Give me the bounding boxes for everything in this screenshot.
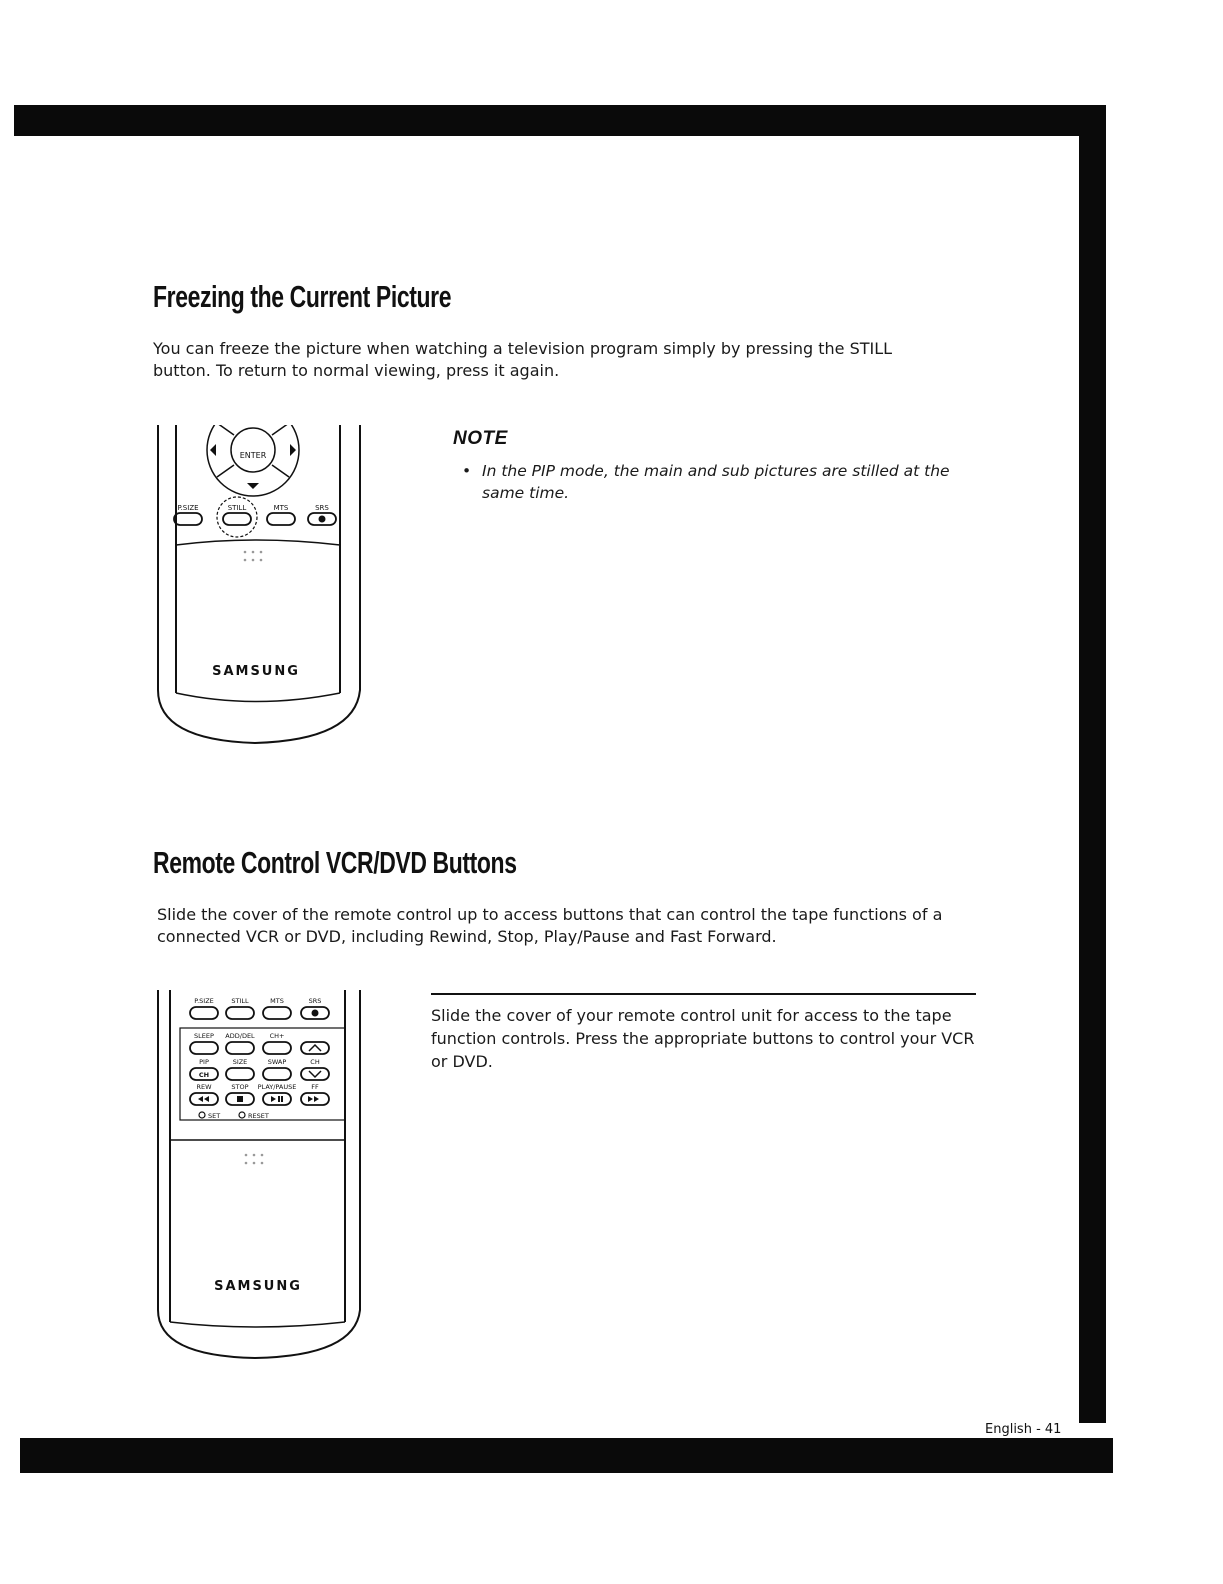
still-button [223, 513, 251, 525]
vcr-dvd-description: Slide the cover of the remote control up to access buttons that can control the tape functions of a connected VCR or DVD, including Rewind, Stop, Play/Pause and Fast Forward. [157, 905, 943, 946]
button-label-srs: SRS [315, 504, 329, 512]
ch-button-label: CH [198, 1071, 210, 1079]
top-border-bar [14, 105, 1106, 136]
right-border-bar [1079, 105, 1106, 1423]
r2-label-srs: SRS [308, 997, 322, 1005]
r2-label-ff: FF [311, 1083, 319, 1091]
r2-label-stop: STOP [231, 1083, 249, 1091]
note-text: In the PIP mode, the main and sub pictures are stilled at the same time. [482, 462, 950, 502]
bullet-icon: • [462, 462, 472, 480]
button-label-mts: MTS [273, 504, 289, 512]
remote-illustration-still [150, 425, 365, 750]
r2-label-swap: SWAP [267, 1058, 287, 1066]
footer-notch [1069, 1423, 1113, 1438]
reset-label: RESET [248, 1112, 269, 1120]
mts-button [267, 513, 295, 525]
r2-label-playpause: PLAY/PAUSE [257, 1083, 297, 1091]
button-label-still: STILL [227, 504, 247, 512]
note-item [462, 460, 980, 504]
page-footer: English - 41 [985, 1422, 1062, 1437]
instruction-text: Slide the cover of your remote control unit for access to the tape function controls. Press the appropriate buttons to control your VCR or DVD. [431, 1006, 975, 1071]
instruction-rule [431, 993, 976, 995]
r2-label-psize: P.SIZE [194, 997, 214, 1005]
freezing-description: You can freeze the picture when watching a television program simply by pressing the STILL button. To return to normal viewing, press it again. [153, 339, 893, 380]
enter-label: ENTER [239, 451, 267, 460]
r2-label-chplus: CH+ [269, 1032, 285, 1040]
r2-label-adddel: ADD/DEL [225, 1032, 255, 1040]
note-title: NOTE [453, 428, 508, 449]
bottom-border-bar [20, 1438, 1113, 1473]
set-label: SET [208, 1112, 221, 1120]
section-title-vcr-dvd: Remote Control VCR/DVD Buttons [153, 845, 517, 880]
remote-illustration-vcr [150, 990, 365, 1362]
r2-label-sleep: SLEEP [194, 1032, 214, 1040]
r2-label-mts: MTS [270, 997, 284, 1005]
section-title-freezing: Freezing the Current Picture [153, 279, 452, 314]
r2-label-pip: PIP [199, 1058, 209, 1066]
r2-label-ch: CH [310, 1058, 320, 1066]
brand-logo-2: SAMSUNG [214, 1279, 302, 1294]
brand-logo: SAMSUNG [212, 664, 300, 679]
button-label-psize: P.SIZE [177, 504, 199, 512]
r2-label-size: SIZE [232, 1058, 248, 1066]
r2-label-rew: REW [196, 1083, 212, 1091]
r2-label-still: STILL [231, 997, 249, 1005]
psize-button [174, 513, 202, 525]
